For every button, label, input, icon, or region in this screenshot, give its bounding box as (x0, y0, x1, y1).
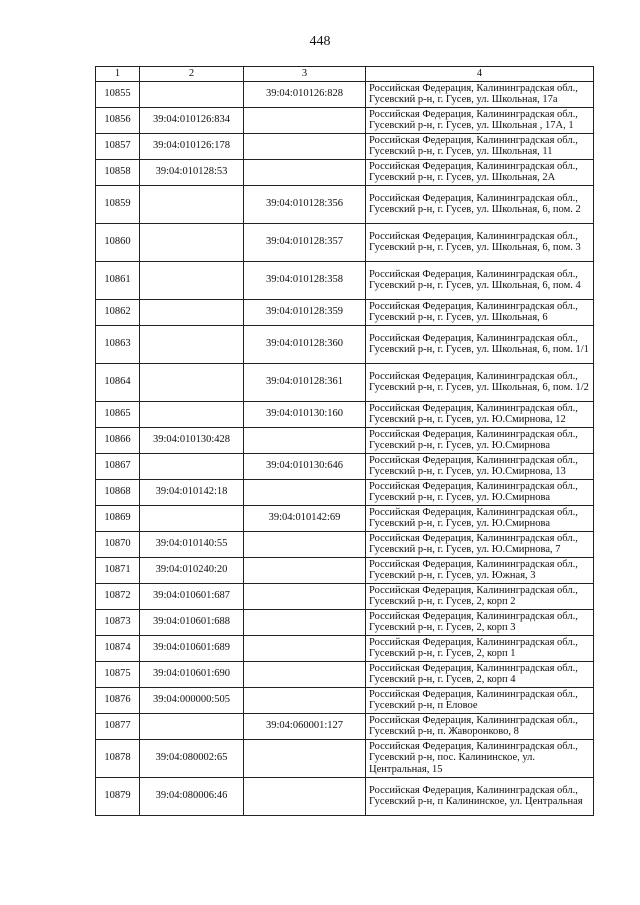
registry-table (95, 66, 594, 816)
cadastral-number-cell: 39:04:080006:46 (140, 777, 244, 815)
address-cell: Российская Федерация, Калининградская обл., Гусевский р-н, г. Гусев, 2, корп 2 (366, 583, 594, 609)
cadastral-number-alt-cell: 39:04:010128:358 (244, 261, 366, 299)
table-row (96, 777, 594, 815)
table-row (96, 583, 594, 609)
row-number-cell: 10868 (96, 479, 140, 505)
address-cell: Российская Федерация, Калининградская обл., Гусевский р-н, г. Гусев, ул. Ю.Смирнова (366, 427, 594, 453)
address-cell: Российская Федерация, Калининградская обл., Гусевский р-н, г. Гусев, ул. Школьная, 6, пом. 1/2 (366, 363, 594, 401)
row-number-cell: 10874 (96, 635, 140, 661)
cadastral-number-cell: 39:04:000000:505 (140, 687, 244, 713)
address-cell: Российская Федерация, Калининградская обл., Гусевский р-н, г. Гусев, ул. Школьная, 6, пом. 1/1 (366, 325, 594, 363)
cadastral-number-alt-cell: 39:04:010126:828 (244, 81, 366, 107)
row-number-cell: 10872 (96, 583, 140, 609)
row-number-cell: 10876 (96, 687, 140, 713)
column-header-2: 2 (140, 67, 244, 82)
cadastral-number-alt-cell: 39:04:010128:361 (244, 363, 366, 401)
table-row (96, 531, 594, 557)
table-row (96, 687, 594, 713)
address-cell: Российская Федерация, Калининградская обл., Гусевский р-н, г. Гусев, ул. Школьная, 6, пом. 3 (366, 223, 594, 261)
address-cell: Российская Федерация, Калининградская обл., Гусевский р-н, г. Гусев, ул. Ю.Смирнова, 13 (366, 453, 594, 479)
table-row (96, 223, 594, 261)
row-number-cell: 10860 (96, 223, 140, 261)
cadastral-number-alt-cell (244, 661, 366, 687)
cadastral-number-alt-cell: 39:04:010128:359 (244, 299, 366, 325)
row-number-cell: 10855 (96, 81, 140, 107)
cadastral-number-cell (140, 325, 244, 363)
table-row (96, 557, 594, 583)
row-number-cell: 10858 (96, 159, 140, 185)
row-number-cell: 10867 (96, 453, 140, 479)
address-cell: Российская Федерация, Калининградская обл., Гусевский р-н, г. Гусев, ул. Школьная, 6 (366, 299, 594, 325)
cadastral-number-cell: 39:04:010240:20 (140, 557, 244, 583)
table-row (96, 185, 594, 223)
address-cell: Российская Федерация, Калининградская обл., Гусевский р-н, г. Гусев, ул. Школьная, 17а (366, 81, 594, 107)
table-row (96, 427, 594, 453)
row-number-cell: 10870 (96, 531, 140, 557)
row-number-cell: 10865 (96, 401, 140, 427)
row-number-cell: 10871 (96, 557, 140, 583)
address-cell: Российская Федерация, Калининградская обл., Гусевский р-н, п Еловое (366, 687, 594, 713)
cadastral-number-alt-cell: 39:04:010130:160 (244, 401, 366, 427)
cadastral-number-cell: 39:04:010140:55 (140, 531, 244, 557)
row-number-cell: 10861 (96, 261, 140, 299)
table-row (96, 661, 594, 687)
address-cell: Российская Федерация, Калининградская обл., Гусевский р-н, г. Гусев, ул. Ю.Смирнова (366, 479, 594, 505)
cadastral-number-alt-cell (244, 531, 366, 557)
cadastral-number-alt-cell: 39:04:060001:127 (244, 713, 366, 739)
cadastral-number-alt-cell (244, 739, 366, 777)
column-header-4: 4 (366, 67, 594, 82)
table-row (96, 739, 594, 777)
cadastral-number-alt-cell (244, 777, 366, 815)
address-cell: Российская Федерация, Калининградская обл., Гусевский р-н, г. Гусев, 2, корп 3 (366, 609, 594, 635)
cadastral-number-cell (140, 185, 244, 223)
table-row (96, 299, 594, 325)
page-number: 448 (309, 34, 331, 49)
cadastral-number-cell (140, 363, 244, 401)
row-number-cell: 10856 (96, 107, 140, 133)
address-cell: Российская Федерация, Калининградская обл., Гусевский р-н, г. Гусев, ул. Ю.Смирнова, 12 (366, 401, 594, 427)
address-cell: Российская Федерация, Калининградская обл., Гусевский р-н, г. Гусев, ул. Школьная, 6, пом. 4 (366, 261, 594, 299)
table-row (96, 505, 594, 531)
cadastral-number-cell: 39:04:010601:689 (140, 635, 244, 661)
address-cell: Российская Федерация, Калининградская обл., Гусевский р-н, г. Гусев, ул. Ю.Смирнова (366, 505, 594, 531)
row-number-cell: 10873 (96, 609, 140, 635)
table-row (96, 713, 594, 739)
cadastral-number-alt-cell (244, 635, 366, 661)
address-cell: Российская Федерация, Калининградская обл., Гусевский р-н, пос. Калининское, ул. Центральная, 15 (366, 739, 594, 777)
cadastral-number-alt-cell: 39:04:010128:356 (244, 185, 366, 223)
cadastral-number-alt-cell (244, 557, 366, 583)
table-row (96, 479, 594, 505)
table-row (96, 107, 594, 133)
table-row (96, 133, 594, 159)
cadastral-number-alt-cell (244, 583, 366, 609)
cadastral-number-alt-cell: 39:04:010130:646 (244, 453, 366, 479)
cadastral-number-alt-cell (244, 159, 366, 185)
address-cell: Российская Федерация, Калининградская обл., Гусевский р-н, г. Гусев, ул. Школьная, 2А (366, 159, 594, 185)
cadastral-number-cell (140, 261, 244, 299)
address-cell: Российская Федерация, Калининградская обл., Гусевский р-н, г. Гусев, 2, корп 1 (366, 635, 594, 661)
cadastral-number-alt-cell (244, 609, 366, 635)
table-row (96, 453, 594, 479)
cadastral-number-cell (140, 505, 244, 531)
address-cell: Российская Федерация, Калининградская обл., Гусевский р-н, п Калининское, ул. Центральная (366, 777, 594, 815)
cadastral-number-cell: 39:04:080002:65 (140, 739, 244, 777)
table-row (96, 401, 594, 427)
row-number-cell: 10869 (96, 505, 140, 531)
cadastral-number-alt-cell: 39:04:010142:69 (244, 505, 366, 531)
row-number-cell: 10857 (96, 133, 140, 159)
cadastral-number-cell: 39:04:010126:178 (140, 133, 244, 159)
cadastral-number-alt-cell (244, 133, 366, 159)
column-header-1: 1 (96, 67, 140, 82)
address-cell: Российская Федерация, Калининградская обл., Гусевский р-н, п. Жаворонково, 8 (366, 713, 594, 739)
table-row (96, 363, 594, 401)
row-number-cell: 10879 (96, 777, 140, 815)
cadastral-number-cell: 39:04:010130:428 (140, 427, 244, 453)
cadastral-number-cell: 39:04:010601:687 (140, 583, 244, 609)
cadastral-number-alt-cell (244, 687, 366, 713)
cadastral-number-alt-cell (244, 427, 366, 453)
cadastral-number-cell: 39:04:010601:688 (140, 609, 244, 635)
row-number-cell: 10864 (96, 363, 140, 401)
table-row (96, 81, 594, 107)
row-number-cell: 10878 (96, 739, 140, 777)
row-number-cell: 10875 (96, 661, 140, 687)
address-cell: Российская Федерация, Калининградская обл., Гусевский р-н, г. Гусев, 2, корп 4 (366, 661, 594, 687)
cadastral-number-cell: 39:04:010142:18 (140, 479, 244, 505)
cadastral-number-cell (140, 453, 244, 479)
table-row (96, 159, 594, 185)
table-row (96, 635, 594, 661)
cadastral-number-cell: 39:04:010128:53 (140, 159, 244, 185)
cadastral-number-cell (140, 713, 244, 739)
address-cell: Российская Федерация, Калининградская обл., Гусевский р-н, г. Гусев, ул. Ю.Смирнова, 7 (366, 531, 594, 557)
table-body (96, 81, 594, 815)
table-header-row (96, 67, 594, 82)
cadastral-number-cell (140, 401, 244, 427)
cadastral-number-cell (140, 223, 244, 261)
cadastral-number-alt-cell: 39:04:010128:360 (244, 325, 366, 363)
address-cell: Российская Федерация, Калининградская обл., Гусевский р-н, г. Гусев, ул. Школьная , 17А, 1 (366, 107, 594, 133)
address-cell: Российская Федерация, Калининградская обл., Гусевский р-н, г. Гусев, ул. Школьная, 6, пом. 2 (366, 185, 594, 223)
column-header-3: 3 (244, 67, 366, 82)
row-number-cell: 10862 (96, 299, 140, 325)
cadastral-number-alt-cell (244, 479, 366, 505)
table-row (96, 325, 594, 363)
address-cell: Российская Федерация, Калининградская обл., Гусевский р-н, г. Гусев, ул. Школьная, 11 (366, 133, 594, 159)
cadastral-number-cell: 39:04:010126:834 (140, 107, 244, 133)
table-row (96, 261, 594, 299)
cadastral-number-alt-cell (244, 107, 366, 133)
row-number-cell: 10859 (96, 185, 140, 223)
row-number-cell: 10863 (96, 325, 140, 363)
cadastral-number-cell: 39:04:010601:690 (140, 661, 244, 687)
cadastral-number-cell (140, 299, 244, 325)
table-row (96, 609, 594, 635)
row-number-cell: 10877 (96, 713, 140, 739)
cadastral-number-alt-cell: 39:04:010128:357 (244, 223, 366, 261)
cadastral-number-cell (140, 81, 244, 107)
address-cell: Российская Федерация, Калининградская обл., Гусевский р-н, г. Гусев, ул. Южная, 3 (366, 557, 594, 583)
row-number-cell: 10866 (96, 427, 140, 453)
